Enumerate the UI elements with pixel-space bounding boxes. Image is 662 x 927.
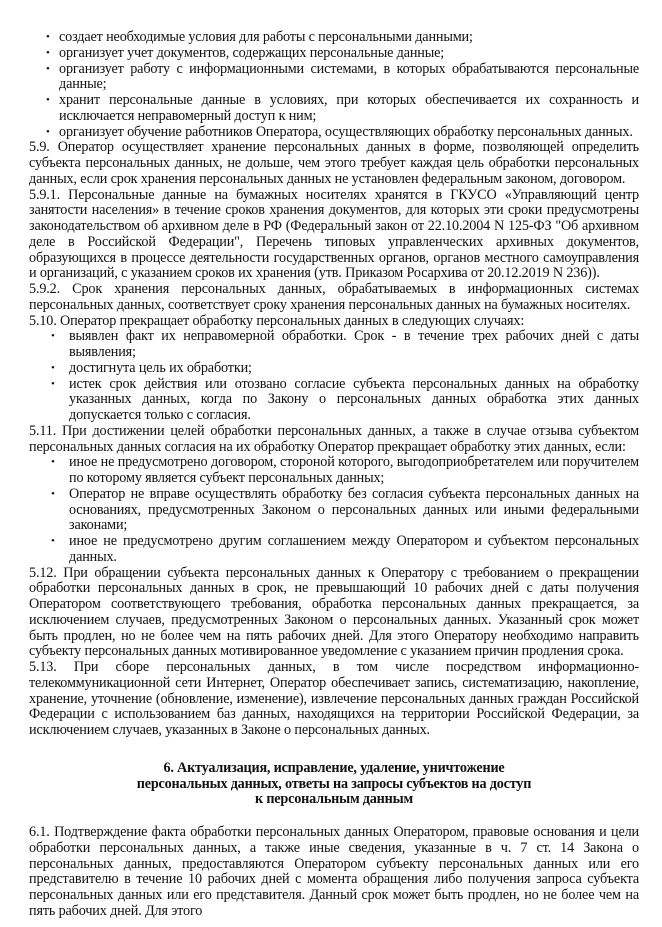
document-page	[29, 30, 639, 920]
heading-line: персональных данных, ответы на запросы субъектов на доступ	[136, 775, 532, 792]
paragraph-5-13: 5.13. При сборе персональных данных, в том числе посредством информационно-телекоммуникационной сети Интернет, Оператор обеспечивает запись, систематизацию, накопление, хранение, уточнение (обновление, изменение), извлечение персональных данных граждан Российской Федерации с использованием баз данных, находящихся на территории Российской Федерации, за исключением случаев, указанных в Законе о персональных данных.	[29, 659, 639, 738]
list-item: • организует работу с информационными системами, в которых обрабатываются персональные данные;	[46, 60, 639, 93]
bullet-icon: •	[51, 330, 55, 343]
bullet-icon: •	[46, 125, 50, 138]
paragraph-6-1: 6.1. Подтверждение факта обработки персональных данных Оператором, правовые основания и цели обработки персональных данных, а также иные сведения, указанные в ч. 7 ст. 14 Закона о персональных данных, предоставляются Оператором субъекту персональных данных или его представителю в течение 10 рабочих дней с момента обращения либо получения запроса субъекта персональных данных или его представителя. Данный срок может быть продлен, но не более чем на пять рабочих дней. Для этого	[29, 824, 639, 919]
list-item: • организует обучение работников Оператора, осуществляющих обработку персональных данных.	[46, 123, 633, 140]
bullet-icon: •	[46, 94, 50, 106]
paragraph-5-9: 5.9. Оператор осуществляет хранение персональных данных в форме, позволяющей определить субъекта персональных данных, не дольше, чем этого требует каждая цель обработки персональных данных, если срок хранения персональных данных не установлен федеральным законом, договором.	[29, 139, 639, 187]
bullet-icon: •	[46, 62, 50, 75]
termination-cases-list	[29, 329, 639, 424]
paragraph-5-9-2: 5.9.2. Срок хранения персональных данных, обрабатываемых в информационных системах персональных данных, соответствует сроку хранения персональных данных на бумажных носителях.	[29, 281, 639, 313]
list-item: • Оператор не вправе осуществлять обработку без согласия субъекта персональных данных на основаниях, предусмотренных Законом о персональных данных или иными федеральными законами;	[51, 485, 639, 534]
paragraph-5-10: 5.10. Оператор прекращает обработку персональных данных в следующих случаях:	[29, 312, 525, 329]
paragraph-5-11: 5.11. При достижении целей обработки персональных данных, а также в случае отзыва субъектом персональных данных согласия на их обработку Оператор прекращает обработку этих данных, если:	[29, 422, 639, 455]
paragraph-5-9-1: 5.9.1. Персональные данные на бумажных носителях хранятся в ГКУСО «Управляющий центр занятости населения» в течение сроков хранения документов, для которых эти сроки предусмотрены законодательством об архивном деле в РФ (Федеральный закон от 22.10.2004 N 125-ФЗ "Об архивном деле в Российской Федерации", Перечень типовых управленческих архивных документов, образующихся в процессе деятельности государственных органов, органов местного самоуправления и организаций, с указанием сроков их хранения (утв. Приказом Росархива от 20.12.2019 N 236)).	[29, 186, 639, 282]
bullet-icon: •	[51, 361, 55, 374]
list-item: • выявлен факт их неправомерной обработки. Срок - в течение трех рабочих дней с даты выявления;	[51, 328, 639, 360]
bullet-icon: •	[51, 456, 55, 469]
bullet-icon: •	[46, 46, 50, 59]
list-item: • хранит персональные данные в условиях, при которых обеспечивается их сохранность и исключается неправомерный доступ к ним;	[46, 92, 639, 124]
heading-line: 6. Актуализация, исправление, удаление, уничтожение	[163, 759, 505, 776]
section-6-heading	[29, 761, 639, 808]
operator-duties-list	[29, 30, 639, 140]
bullet-icon: •	[46, 31, 50, 43]
list-item: • достигнута цель их обработки;	[51, 359, 252, 376]
heading-line: к персональным данным	[255, 791, 413, 808]
bullet-icon: •	[51, 377, 55, 390]
list-item: • истек срок действия или отозвано согласие субъекта персональных данных на обработку указанных данных, когда по Закону о персональных данных обработка этих данных допускается только с согласия.	[51, 375, 639, 423]
list-item: • организует учет документов, содержащих персональные данные;	[46, 44, 445, 61]
bullet-icon: •	[51, 487, 55, 500]
list-item: • создает необходимые условия для работы с персональными данными;	[46, 29, 473, 45]
list-item: • иное не предусмотрено другим соглашением между Оператором и субъектом персональных данных.	[51, 533, 639, 565]
bullet-icon: •	[51, 535, 55, 547]
list-item: • иное не предусмотрено договором, стороной которого, выгодоприобретателем или поручителем по которому является субъект персональных данных;	[51, 454, 639, 486]
conditions-list	[29, 455, 639, 565]
paragraph-5-12: 5.12. При обращении субъекта персональных данных к Оператору с требованием о прекращении обработки персональных данных в срок, не превышающий 10 рабочих дней с даты получения Оператором соответствующего требования, обработка персональных данных прекращается, за исключением случаев, предусмотренных Законом о персональных данных. Указанный срок может быть продлен, но не более чем на пять рабочих дней. Для этого Оператору необходимо направить субъекту персональных данных мотивированное уведомление с указанием причин продления срока.	[29, 564, 639, 660]
